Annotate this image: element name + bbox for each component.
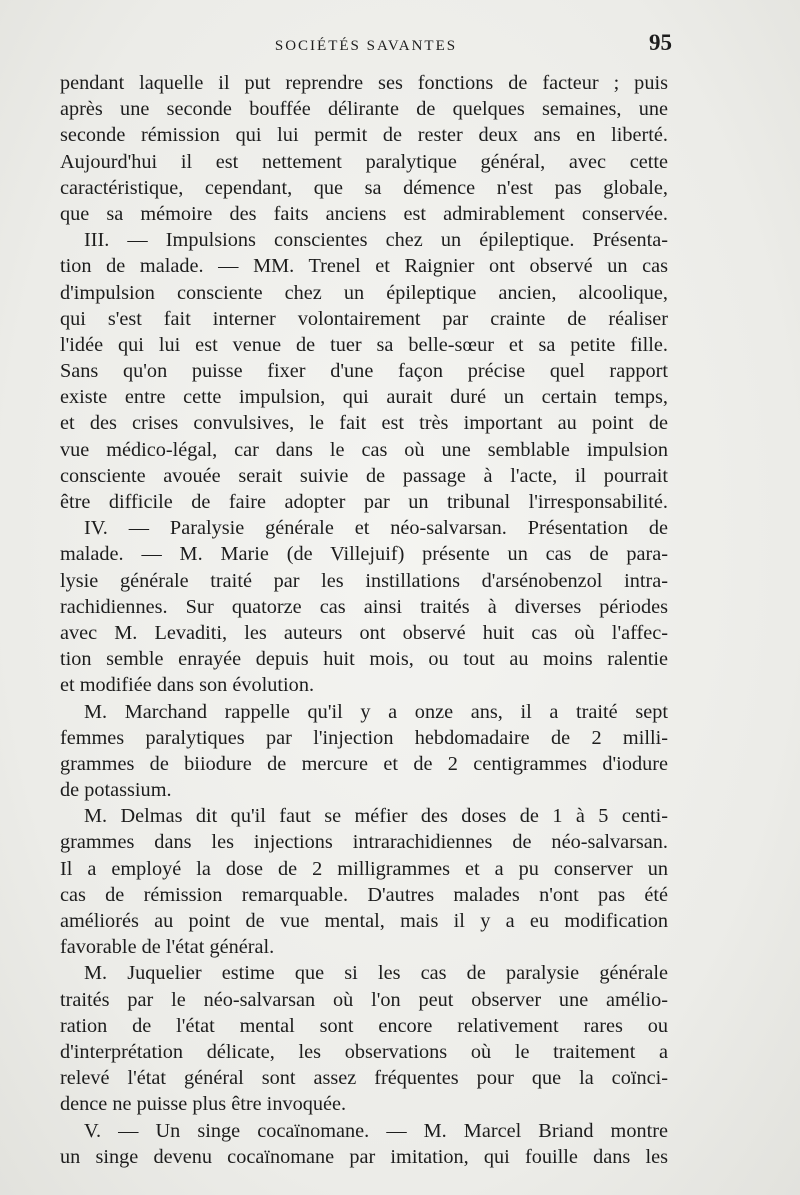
text-line: après une seconde bouffée délirante de quelques semaines, une	[60, 98, 668, 121]
text-line: Sans qu'on puisse fixer d'une façon précise quel rapport	[60, 360, 668, 383]
text-line: consciente avouée serait suivie de passage à l'acte, il pourrait	[60, 464, 668, 487]
text-line: être difficile de faire adopter par un tribunal l'irresponsabilité.	[60, 491, 668, 513]
text-line: l'idée qui lui est venue de tuer sa belle-sœur et sa petite fille.	[60, 333, 668, 356]
text-line: grammes dans les injections intrarachidiennes de néo-salvarsan.	[60, 831, 668, 854]
page-number: 95	[649, 30, 672, 55]
text-line: avec M. Levaditi, les auteurs ont observé huit cas où l'affec-	[60, 621, 668, 644]
running-head: SOCIÉTÉS SAVANTES	[274, 38, 458, 54]
text-line: rachidiennes. Sur quatorze cas ainsi traités à diverses périodes	[60, 595, 668, 618]
text-line: vue médico-légal, car dans le cas où une semblable impulsion	[60, 438, 668, 461]
text-line: malade. — M. Marie (de Villejuif) présente un cas de para-	[60, 543, 668, 566]
text-line: caractéristique, cependant, que sa démence n'est pas globale,	[60, 176, 668, 199]
page-header	[60, 30, 672, 64]
text-line: dence ne puisse plus être invoquée.	[60, 1093, 347, 1116]
text-line: tion semble enrayée depuis huit mois, ou tout au moins ralentie	[60, 648, 668, 671]
text-line: ration de l'état mental sont encore relativement rares ou	[60, 1014, 668, 1037]
text-line: favorable de l'état général.	[60, 936, 275, 959]
text-line: et modifiée dans son évolution.	[60, 674, 315, 697]
text-line: III. — Impulsions conscientes chez un épileptique. Présenta-	[84, 229, 668, 252]
text-line: tion de malade. — MM. Trenel et Raignier ont observé un cas	[60, 255, 668, 278]
text-line: lysie générale traité par les instillations d'arsénobenzol intra-	[60, 569, 668, 592]
text-line: IV. — Paralysie générale et néo-salvarsan. Présentation de	[84, 517, 668, 540]
text-line: grammes de biiodure de mercure et de 2 centigrammes d'iodure	[60, 752, 668, 775]
text-line: M. Marchand rappelle qu'il y a onze ans, il a traité sept	[84, 700, 668, 723]
text-line: d'impulsion consciente chez un épileptique ancien, alcoolique,	[60, 281, 668, 304]
text-line: M. Delmas dit qu'il faut se méfier des doses de 1 à 5 centi-	[84, 805, 668, 828]
text-line: améliorés au point de vue mental, mais il y a eu modification	[60, 910, 668, 932]
text-line: d'interprétation délicate, les observations où le traitement a	[60, 1040, 668, 1063]
text-line: Il a employé la dose de 2 milligrammes et a pu conserver un	[60, 857, 668, 880]
text-line: cas de rémission remarquable. D'autres malades n'ont pas été	[60, 883, 668, 906]
text-line: que sa mémoire des faits anciens est admirablement conservée.	[60, 202, 668, 225]
text-line: V. — Un singe cocaïnomane. — M. Marcel Briand montre	[84, 1119, 668, 1142]
text-line: relevé l'état général sont assez fréquentes pour que la coïnci-	[60, 1067, 668, 1090]
text-line: de potassium.	[60, 779, 172, 802]
text-line: pendant laquelle il put reprendre ses fonctions de facteur ; puis	[60, 72, 668, 94]
text-line: seconde rémission qui lui permit de rester deux ans en liberté.	[60, 124, 668, 147]
text-line: Aujourd'hui il est nettement paralytique général, avec cette	[60, 150, 668, 173]
body-text	[60, 70, 668, 1170]
text-line: existe entre cette impulsion, qui aurait duré un certain temps,	[60, 386, 668, 409]
text-line: qui s'est fait interner volontairement par crainte de réaliser	[60, 307, 668, 330]
text-line: et des crises convulsives, le fait est très important au point de	[60, 412, 668, 435]
text-line: un singe devenu cocaïnomane par imitation, qui fouille dans les	[60, 1145, 668, 1168]
text-line: femmes paralytiques par l'injection hebdomadaire de 2 milli-	[60, 726, 668, 749]
text-line: M. Juquelier estime que si les cas de paralysie générale	[84, 962, 668, 985]
text-line: traités par le néo-salvarsan où l'on peut observer une amélio-	[60, 988, 668, 1011]
